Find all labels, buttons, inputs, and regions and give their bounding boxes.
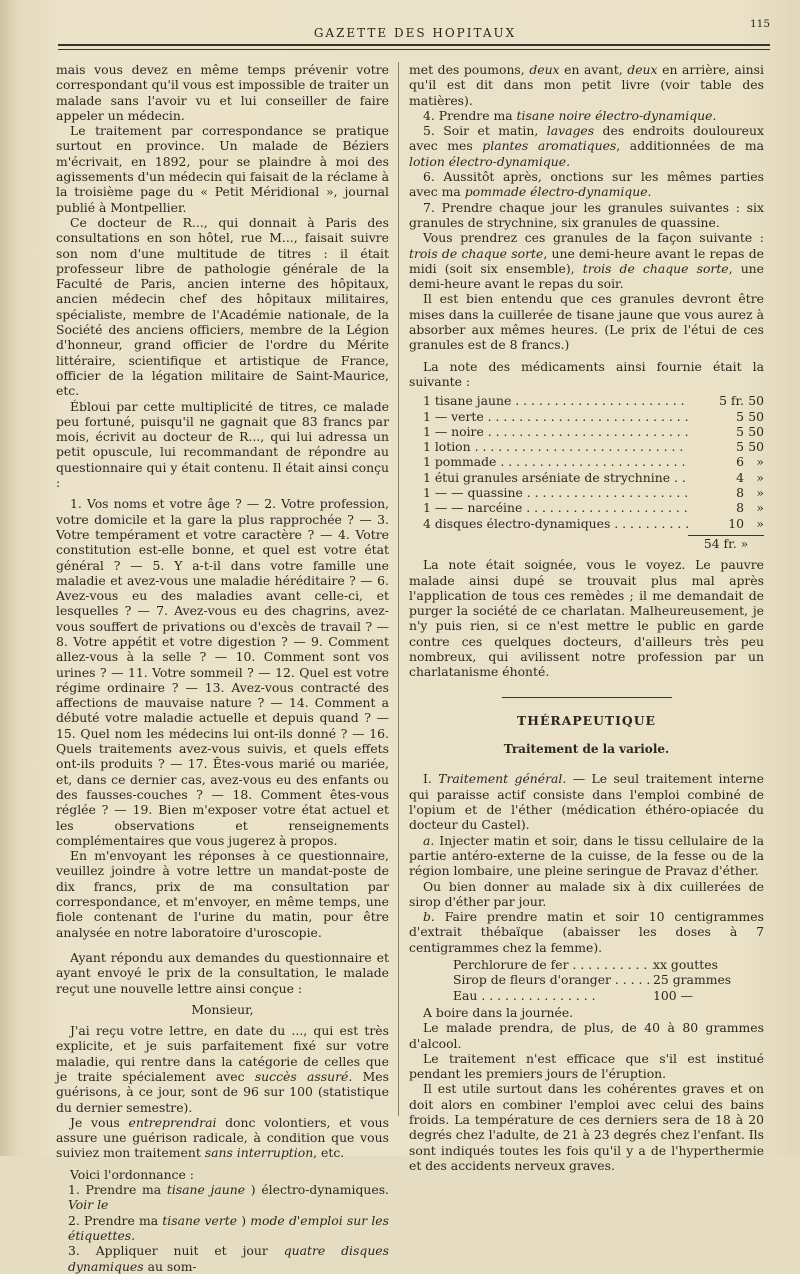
bill-item-label: 1 étui granules arséniate de strychnine . . . — [423, 470, 688, 485]
paragraph: Il est bien entendu que ces granules devront être mises dans la cuillerée de tisane jaune que vous aurez à absorber aux mêmes heures. (Le prix de l'étui de ces granules est de 8 francs.) — [409, 291, 764, 353]
bill-item-francs: 10 — [728, 515, 744, 531]
prescription-list — [56, 1182, 389, 1274]
bill-row — [423, 470, 764, 485]
bill-item-label: 4 disques électro-dynamiques . . . — [423, 516, 688, 531]
bill-total-row — [423, 535, 764, 551]
formula-row — [453, 988, 764, 1003]
bill-row — [423, 409, 764, 424]
paragraph: 6. Aussitôt après, onctions sur les mêmes parties avec ma pommade électro-dynamique. — [409, 169, 764, 200]
paragraph: I. Traitement général. — Le seul traitement interne qui paraisse actif consiste dans l'emploi combiné de l'opium et de l'éther (médication éthéro-opiacée du docteur du Castel). — [409, 771, 764, 833]
bill-row — [423, 516, 764, 531]
paragraph: La note était soignée, vous le voyez. Le pauvre malade ainsi dupé se trouvait plus mal après l'application de tous ces remèdes ; il me demandait de purger la société de ce charlatan. Malheureusement, je n'y puis rien, si ce n'est mettre le public en garde contre ces quelques docteurs, d'ailleurs très peu nombreux, qui avilissent notre profession par un charlatanisme éhonté. — [409, 557, 764, 680]
questionnaire-paragraph: 1. Vos noms et votre âge ? — 2. Votre profession, votre domicile et la gare la plus rapprochée ? — 3. Votre tempérament et votre caractère ? — 4. Votre constitution est-elle bonne, et quel est votre état général ? — 5. Y a-t-il dans votre famille une maladie et avez-vous une maladie héréditaire ? — 6. Avez-vous eu des maladies avant celle-ci, et lesquelles ? — 7. Avez-vous eu des chagrins, avez-vous souffert de privations ou d'excès de travail ? — 8. Votre appétit et votre digestion ? — 9. Comment allez-vous à la selle ? — 10. Comment sont vos urines ? — 11. Votre sommeil ? — 12. Quel est votre régime ordinaire ? — 13. Avez-vous contracté des affections de mauvaise nature ? — 14. Comment a débuté votre maladie actuelle et depuis quand ? — 15. Quel nom les médecins lui ont-ils donné ? — 16. Quels traitements avez-vous suivis, et quels effets ont-ils produits ? — 17. Êtes-vous marié ou mariée, et, dans ce dernier cas, avez-vous eu des enfants ou des fausses-couches ? — 18. Comment êtes-vous réglée ? — 19. Bien m'exposer votre état actuel et les observations et renseignements complémentaires que vous jugerez à propos. — [56, 496, 389, 848]
paragraph: Le malade prendra, de plus, de 40 à 80 grammes d'alcool. — [409, 1020, 764, 1051]
prescription-item: 2. Prendre ma tisane verte ) mode d'emploi sur les étiquettes. — [68, 1212, 389, 1243]
section-ornament — [409, 690, 764, 705]
paragraph: Le traitement n'est efficace que s'il est institué pendant les premiers jours de l'éruption. — [409, 1050, 764, 1082]
letter-paragraph: Je vous entreprendrai donc volontiers, et vous assure une guérison radicale, à condition que vous suiviez mon traitement sans interruption, etc. — [56, 1114, 389, 1161]
bill-item-francs: 5 fr. — [719, 393, 744, 409]
formula-ingredient: Perchlorure de fer . . . — [453, 957, 653, 972]
column-divider — [398, 62, 399, 1116]
paragraph: A boire dans la journée. — [423, 1004, 574, 1020]
letter-paragraph: J'ai reçu votre lettre, en date du ..., qui est très explicite, et je suis parfaitement fixé sur votre maladie, qui rentre dans la catégorie de celles que je traite spécialement avec succès assuré. Mes guérisons, à ce jour, sont de 96 sur 100 (statistique du dernier semestre). — [56, 1023, 389, 1115]
prescription-item: 1. Prendre ma tisane jaune ) électro-dynamiques. Voir le — [68, 1182, 389, 1213]
bill-row — [423, 393, 764, 408]
section-title: THÉRAPEUTIQUE — [517, 712, 656, 728]
paragraph: Ou bien donner au malade six à dix cuillerées de sirop d'éther par jour. — [409, 878, 764, 909]
paragraph: 5. Soir et matin, lavages des endroits douloureux avec mes plantes aromatiques, additionnées de ma lotion électro-dynamique. — [409, 123, 764, 169]
paragraph: Vous prendrez ces granules de la façon suivante : trois de chaque sorte, une demi-heure avant le repas de midi (soit six ensemble), trois de chaque sorte, une demi-heure avant le repas du soir. — [409, 230, 764, 292]
bill-item-francs: 5 — [736, 408, 744, 424]
formula-list — [453, 957, 764, 1003]
bill-total: 54 fr. » — [688, 535, 764, 551]
bill-item-cents: 50 — [748, 423, 764, 439]
bill-row — [423, 485, 764, 500]
paragraph: Ce docteur de R..., qui donnait à Paris des consultations en son hôtel, rue M..., faisait suivre son nom d'une multitude de titres : il était professeur libre de pathologie générale de la Faculté de Paris, ancien interne des hôpitaux, ancien médecin chef des hôpitaux militaires, spécialiste, membre de l'Académie nationale, de la Société des anciens officiers, membre de la Légion d'honneur, grand officier de l'ordre du Mérite littéraire, scientifique et artistique de France, officier de la légation militaire de Saint-Maurice, etc. — [56, 214, 389, 399]
formula-ingredient: Eau . . . — [453, 988, 653, 1003]
bill-item-francs: 6 — [736, 454, 744, 470]
journal-title: GAZETTE DES HOPITAUX — [313, 26, 517, 40]
bill-item-francs: 4 — [736, 469, 744, 485]
paragraph: 4. Prendre ma tisane noire électro-dynamique. — [423, 107, 717, 123]
right-column — [409, 62, 764, 1173]
formula-ingredient: Sirop de fleurs d'oranger . . . — [453, 972, 653, 987]
bill-item-label: 1 — verte . . . — [423, 409, 688, 424]
bill-item-label: 1 — — quassine . . . — [423, 485, 688, 500]
paragraph: Le traitement par correspondance se pratique surtout en province. Un malade de Béziers m'écrivait, en 1892, pour se plaindre à moi des agissements d'un médecin qui faisait de la réclame à la troisième page du « Petit Méridional », journal publié à Montpellier. — [56, 123, 389, 215]
paragraph: 7. Prendre chaque jour les granules suivantes : six granules de strychnine, six granules de quassine. — [409, 199, 764, 230]
bill-item-cents: 50 — [748, 393, 764, 409]
bill-item-cents: » — [756, 500, 764, 516]
paragraph: Ébloui par cette multiplicité de titres, ce malade peu fortuné, puisqu'il ne gagnait que 83 francs par mois, écrivit au docteur de R..., qui lui adressa un petit opuscule, lui recommandant de répondre au questionnaire qui y était contenu. Il était ainsi conçu : — [56, 398, 389, 491]
paragraph: b. Faire prendre matin et soir 10 centigrammes d'extrait thébaïque (abaisser les doses à 7 centigrammes chez la femme). — [409, 909, 764, 955]
formula-amount: xx gouttes — [653, 957, 718, 973]
letter-paragraph: Voici l'ordonnance : — [70, 1166, 194, 1182]
bill-row — [423, 424, 764, 439]
bill-item-cents: 50 — [748, 439, 764, 455]
formula-amount: 100 — — [653, 987, 693, 1003]
paragraph: mais vous devez en même temps prévenir votre correspondant qu'il vous est impossible de traiter un malade sans l'avoir vu et lui conseiller de faire appeler un médecin. — [56, 62, 389, 123]
bill-item-francs: 5 — [736, 423, 744, 439]
bill-item-label: 1 lotion . . . — [423, 439, 688, 454]
bill-row — [423, 454, 764, 469]
bill-row — [423, 500, 764, 515]
formula-row — [453, 972, 764, 987]
paragraph: La note des médicaments ainsi fournie était la suivante : — [409, 358, 764, 389]
bill-item-francs: 5 — [736, 439, 744, 455]
bill-item-cents: 50 — [748, 408, 764, 424]
paragraph: Il est utile surtout dans les cohérentes graves et on doit alors en combiner l'emploi avec celui des bains froids. La température de ces derniers sera de 18 à 20 degrés chez l'adulte, de 21 à 23 degrés chez l'enfant. Ils sont indiqués toutes les fois qu'il y a de l'hyperthermie et des accidents nerveux graves. — [409, 1081, 764, 1173]
paragraph: En m'envoyant les réponses à ce questionnaire, veuillez joindre à votre lettre un mandat-poste de dix francs, prix de ma consultation par correspondance, et m'envoyer, en même temps, une fiole contenant de l'urine du matin, pour être analysée en notre laboratoire d'uroscopie. — [56, 848, 389, 940]
formula-row — [453, 957, 764, 972]
left-column — [56, 62, 389, 1274]
medication-bill — [423, 393, 764, 531]
prescription-item: 3. Appliquer nuit et jour quatre disques dynamiques au som- — [68, 1243, 389, 1274]
paragraph: a. Injecter matin et soir, dans le tissu cellulaire de la partie antéro-externe de la cuisse, de la fesse ou de la région lombaire, une pleine seringue de Pravaz d'éther. — [409, 832, 764, 879]
bill-item-cents: » — [756, 469, 764, 485]
bill-item-francs: 8 — [736, 500, 744, 516]
letter-salutation: Monsieur, — [191, 1001, 254, 1017]
bill-item-label: 1 — — narcéine . . . — [423, 500, 688, 515]
bill-row — [423, 439, 764, 454]
bill-item-label: 1 tisane jaune . . . — [423, 393, 688, 408]
bill-item-cents: » — [756, 454, 764, 470]
formula-amount: 25 grammes — [653, 972, 732, 988]
page-number: 115 — [749, 18, 770, 30]
header-rule-thick — [58, 44, 770, 46]
bill-item-cents: » — [756, 485, 764, 501]
bill-item-cents: » — [756, 515, 764, 531]
header-rule-thin — [58, 49, 770, 50]
bill-item-label: 1 — noire . . . — [423, 424, 688, 439]
bill-item-francs: 8 — [736, 485, 744, 501]
paragraph: met des poumons, deux en avant, deux en arrière, ainsi qu'il est dit dans mon petit livre (voir table des matières). — [409, 62, 764, 108]
article-title: Traitement de la variole. — [503, 742, 670, 757]
paragraph: Ayant répondu aux demandes du questionnaire et ayant envoyé le prix de la consultation, le malade reçut une nouvelle lettre ainsi conçue : — [56, 949, 389, 996]
bill-item-label: 1 pommade . . . — [423, 454, 688, 469]
